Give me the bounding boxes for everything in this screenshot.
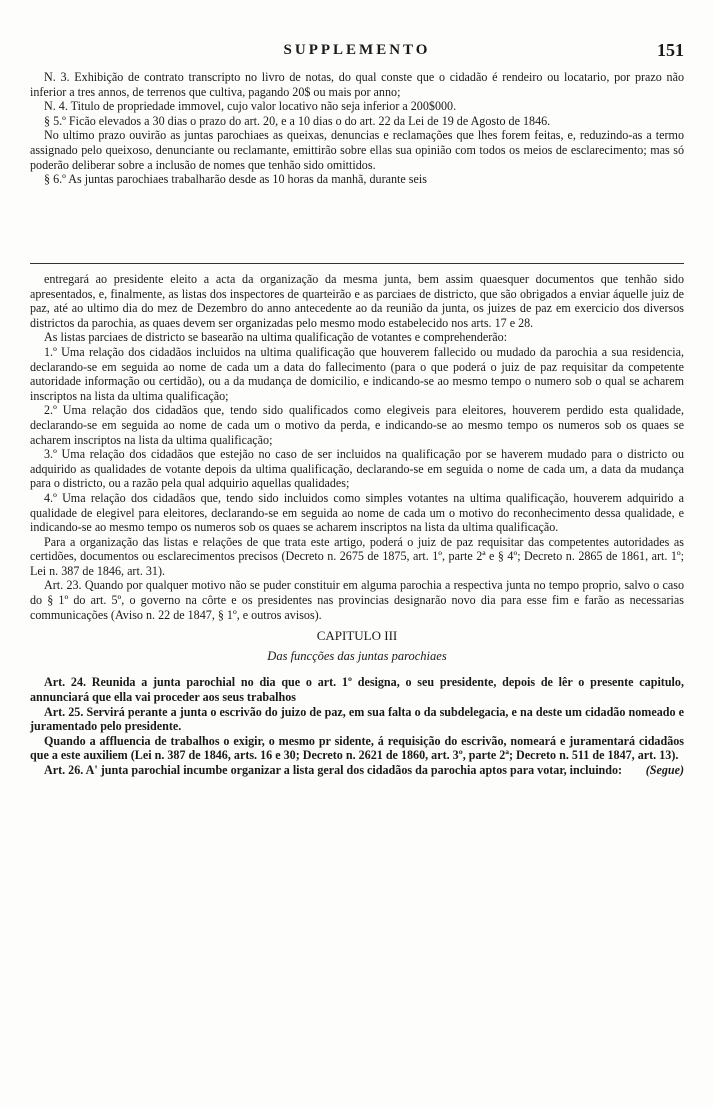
page-number: 151 bbox=[657, 40, 684, 60]
paragraph-art-24: Art. 24. Reunida a junta parochial no dia que o art. 1º designa, o seu presidente, depois de lêr o presente capitulo, annunciará que ella vai proceder aos seus trabalhos bbox=[30, 675, 684, 705]
paragraph-art-25-cont: Quando a affluencia de trabalhos o exigir, o mesmo pr sidente, á requisição do escrivão, nomeará e juramentará cidadãos que a este auxiliem (Lei n. 387 de 1846, arts. 16 e 30; Decreto n. 2621 de 1860, art. 3º, parte 2ª; Decreto n. 511 de 1847, art. 13). bbox=[30, 733, 684, 763]
paragraph-art-26 bbox=[30, 763, 684, 778]
footnote-divider bbox=[30, 263, 684, 264]
paragraph-continuation: entregará ao presidente eleito a acta da organização da mesma junta, bem assim quaesquer documentos que tenhão sido apresentados, e, finalmente, as listas dos inspectores de quarteirão e as parciaes de districto, que são obrigados a enviar áquelle juiz de paz, até ao ultimo dia do mez de Dezembro do anno antecedente ao da reunião da junta, os juizes de paz em exercicio dos diversos districtos da parochia, as quaes devem ser organizadas pelo mesmo modo estabelecido nos arts. 17 e 28. bbox=[30, 272, 684, 330]
paragraph-item-3: 3.º Uma relação dos cidadãos que estejão no caso de ser incluidos na qualificação por se haverem mudado para o districto ou adquirido as qualidades de votante depois da ultima qualificação, declarando-se em seguida o nome de cada um, a data da mudança para o districto, ou a razão pela qual adquirio aquellas qualidades; bbox=[30, 447, 684, 491]
paragraph-item-1: 1.º Uma relação dos cidadãos incluidos na ultima qualificação que houverem fallecido ou mudado da parochia a sua residencia, declarando-se em seguida ao nome de cada um a data do fallecimento (para o que poderá o juiz de paz requisitar da competente autoridade informação ou certidão), ou a da mudança de domicilio, e indicando-se ao mesmo tempo o numero sob o qual se acharem inscriptos na lista da ultima qualificação; bbox=[30, 344, 684, 403]
paragraph-item-4: 4.º Uma relação dos cidadãos que, tendo sido incluidos como simples votantes na ultima qualificação, houverem adquirido a qualidade de elegivel para eleitores, declarando-se em seguida ao nome de cada um o motivo do reconhecimento dessa qualidade, e indicando-se ao mesmo tempo os numeros sob os quaes se acharem inscriptos na lista da ultima qualificação. bbox=[30, 490, 684, 535]
bottom-text-block bbox=[30, 272, 684, 778]
paragraph-section-5: § 5.º Ficão elevados a 30 dias o prazo do art. 20, e a 10 dias o do art. 22 da Lei de 19 de Agosto de 1846. bbox=[44, 113, 551, 128]
paragraph-n4: N. 4. Titulo de propriedade immovel, cujo valor locativo não seja inferior a 200$000. bbox=[44, 99, 457, 114]
top-text-block bbox=[30, 70, 684, 187]
paragraph-requisition: Para a organização das listas e relações de que trata este artigo, poderá o juiz de paz requisitar das competentes autoridades as certidões, documentos ou esclarecimentos precisos (Decreto n. 2675 de 1875, art. 1º, parte 2ª e § 4º; Decreto n. 2865 de 1861, art. 1º; Lei n. 387 de 1846, art. 31). bbox=[30, 534, 684, 578]
chapter-subtitle: Das funcções das juntas parochiaes bbox=[267, 648, 447, 663]
segue-label: (Segue) bbox=[645, 763, 684, 777]
paragraph-complaints: No ultimo prazo ouvirão as juntas parochiaes as queixas, denuncias e reclamações que lhes forem feitas, e, reduzindo-as a termo assignado pelo queixoso, denunciante ou reclamante, emittirão sobre ellas sua opinião com todos os meios de esclarecimento; mas só poderão deliberar sobre a inclusão de nomes que tenhão sido omittidos. bbox=[30, 128, 684, 172]
paragraph-art-26-text: Art. 26. A' junta parochial incumbe organizar a lista geral dos cidadãos da parochia aptos para votar, incluindo: bbox=[44, 763, 623, 777]
chapter-title: CAPITULO III bbox=[316, 628, 398, 644]
paragraph-lists-intro: As listas parciaes de districto se basearão na ultima qualificação de votantes e comprehenderão: bbox=[44, 330, 508, 345]
paragraph-art-25: Art. 25. Servirá perante a junta o escrivão do juizo de paz, em sua falta o da subdelegacia, e na deste um cidadão nomeado e juramentado pelo presidente. bbox=[30, 704, 684, 734]
paragraph-section-6: § 6.º As juntas parochiaes trabalharão desde as 10 horas da manhã, durante seis bbox=[44, 172, 427, 187]
paragraph-n3: N. 3. Exhibição de contrato transcripto no livro de notas, do qual conste que o cidadão é rendeiro ou locatario, por prazo não inferior a tres annos, de terrenos que cultiva, pagando 20$ ou mais por anno; bbox=[30, 70, 684, 99]
page-header bbox=[30, 40, 684, 64]
paragraph-art-23: Art. 23. Quando por qualquer motivo não se puder constituir em alguma parochia a respectiva junta no tempo proprio, salvo o caso do § 1º do art. 5º, o governo na côrte e os presidentes nas provincias designarão novo dia para esse fim e farão as necessarias communicações (Aviso n. 22 de 1847, § 1º, e outros avisos). bbox=[30, 578, 684, 622]
running-title: SUPPLEMENTO bbox=[283, 42, 431, 58]
paragraph-item-2: 2.º Uma relação dos cidadãos que, tendo sido qualificados como elegiveis para eleitores, houverem perdido esta qualidade, declarando-se em seguida ao nome de cada um o motivo da perda, e indicando-se ao mesmo tempo os numeros sob os quaes se acharem inscriptos na lista da ultima qualificação; bbox=[30, 403, 684, 447]
